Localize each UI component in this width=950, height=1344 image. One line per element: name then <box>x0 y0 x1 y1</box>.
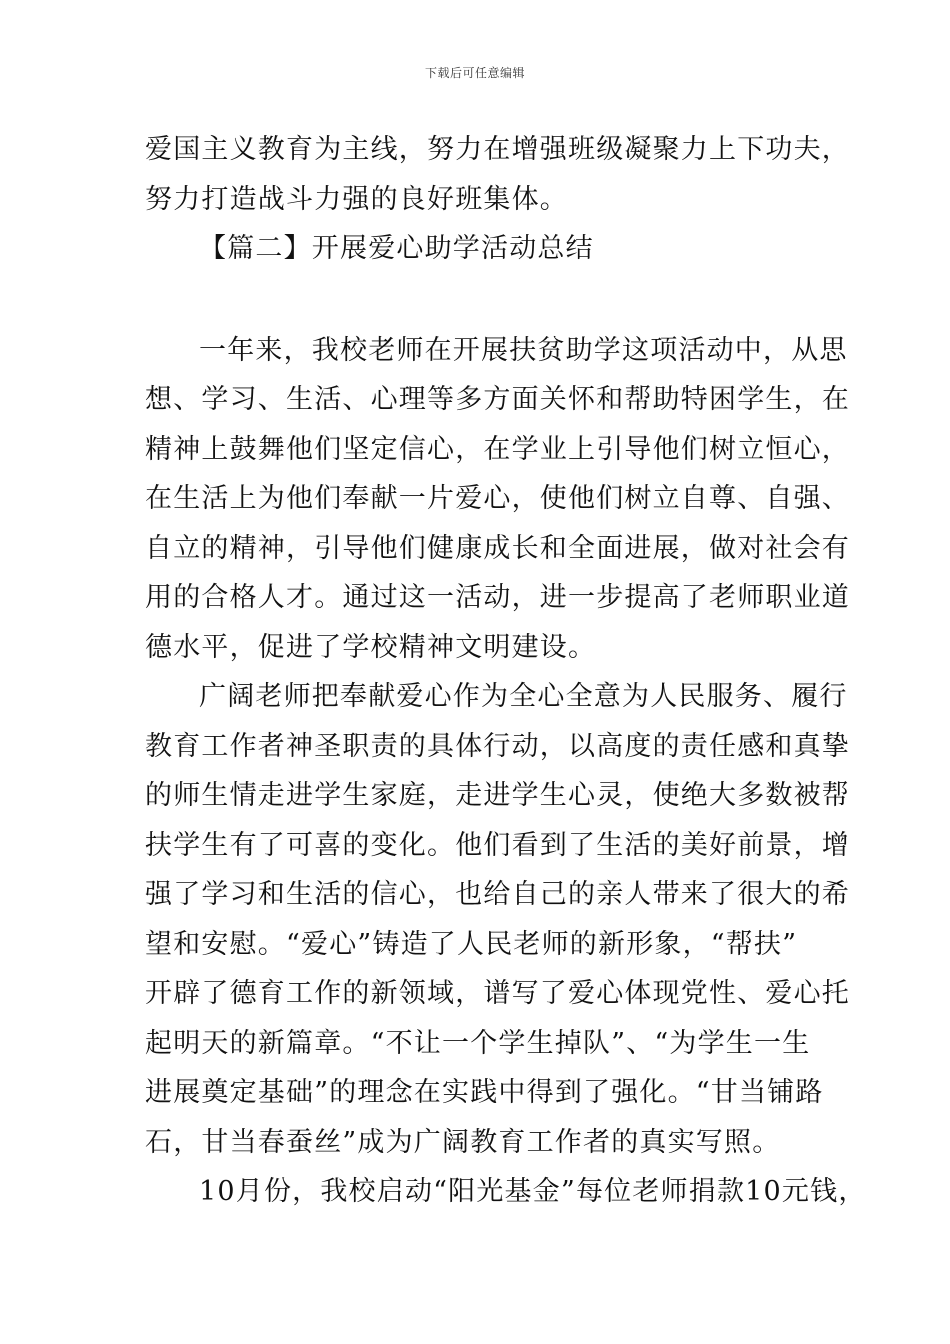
text-line: 在生活上为他们奉献一片爱心，使他们树立自尊、自强、 <box>145 483 850 514</box>
text-line: 强了学习和生活的信心，也给自己的亲人带来了很大的希 <box>145 879 850 910</box>
page-header: 下载后可任意编辑 <box>424 66 525 80</box>
text-line: 爱国主义教育为主线，努力在增强班级凝聚力上下功夫， <box>145 134 850 165</box>
text-line: 10月份，我校启动“阳光基金”每位老师捐款10元钱， <box>199 1176 867 1207</box>
text-line: 石，甘当春蚕丝”成为广阔教育工作者的真实写照。 <box>145 1126 781 1158</box>
text-line: 自立的精神，引导他们健康成长和全面进展，做对社会有 <box>145 532 850 564</box>
text-line: 教育工作者神圣职责的具体行动，以高度的责任感和真挚 <box>145 730 850 762</box>
text-line: 起明天的新篇章。“不让一个学生掉队”、“为学生一生 <box>145 1027 811 1059</box>
document-body <box>145 125 867 1217</box>
text-line: 广阔老师把奉献爱心作为全心全意为人民服务、履行 <box>199 681 848 712</box>
text-line: 的师生情走进学生家庭，走进学生心灵，使绝大多数被帮 <box>145 780 850 811</box>
text-line: 开辟了德育工作的新领域，谱写了爱心体现党性、爱心托 <box>145 978 850 1009</box>
text-line: 进展奠定基础”的理念在实践中得到了强化。“甘当铺路 <box>145 1077 824 1108</box>
text-line: 一年来，我校老师在开展扶贫助学这项活动中，从思 <box>199 334 848 366</box>
text-line: 精神上鼓舞他们坚定信心，在学业上引导他们树立恒心， <box>145 433 850 465</box>
text-line: 想、学习、生活、心理等多方面关怀和帮助特困学生，在 <box>145 384 850 415</box>
paragraph-gap <box>145 274 825 326</box>
text-line: 扶学生有了可喜的变化。他们看到了生活的美好前景，增 <box>145 829 850 861</box>
text-line: 望和安慰。“爱心”铸造了人民老师的新形象，“帮扶” <box>145 928 798 960</box>
section-heading: 【篇二】开展爱心助学活动总结 <box>199 233 594 264</box>
text-line: 德水平，促进了学校精神文明建设。 <box>145 631 597 663</box>
text-line: 努力打造战斗力强的良好班集体。 <box>145 183 568 215</box>
text-line: 用的合格人才。通过这一活动，进一步提高了老师职业道 <box>145 582 850 613</box>
